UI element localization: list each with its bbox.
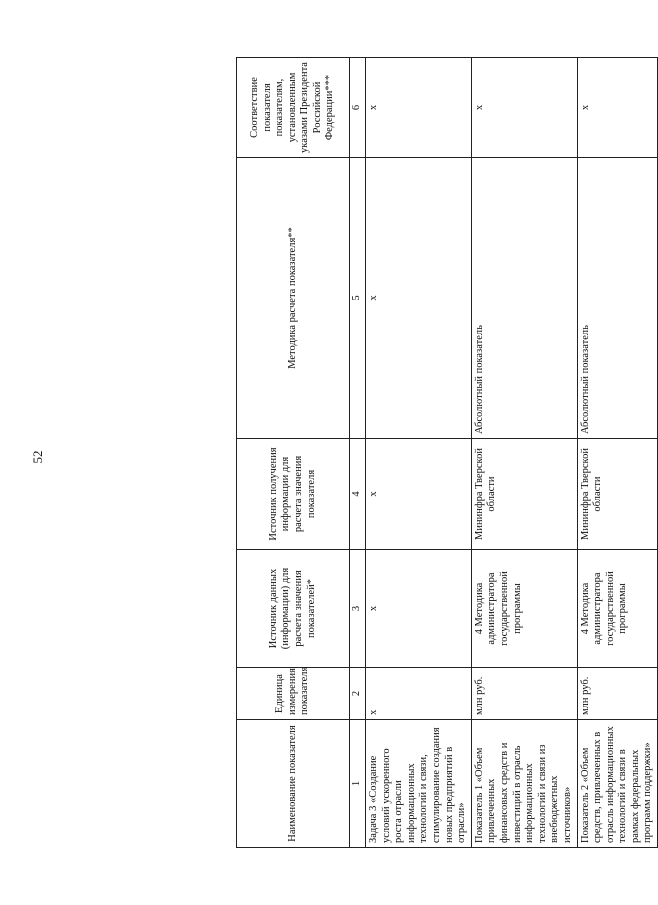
- row-method-cell: x: [366, 158, 472, 439]
- row-source-data-cell: 4 Методика администратора государственной программы: [577, 550, 658, 668]
- header-cell-source-data: Источник данных (информации) для расчета значения показателей*: [237, 550, 350, 668]
- header-cell-compliance: Соответствие показателя показателям, установленным указами Президента Российской Федерации***: [237, 58, 350, 158]
- row-source-info-cell: Мининфра Тверской области: [471, 439, 577, 550]
- row-unit-cell: млн руб.: [577, 668, 658, 720]
- row-name-cell: Показатель 1 «Объем привлеченных финансовых средств и инвестиций в отрасль информационных технологий и связи из внебюджетных источников»: [471, 720, 577, 848]
- row-source-data-cell: x: [366, 550, 472, 668]
- column-number: 2: [350, 668, 366, 720]
- table-row: [471, 58, 577, 848]
- row-compliance-cell: x: [577, 58, 658, 158]
- row-unit-cell: млн руб.: [471, 668, 577, 720]
- table-header-row: [237, 58, 350, 848]
- row-name-cell: Показатель 2 «Объем средств, привлеченных в отрасль информационных технологий и связи в рамках федеральных программ поддержки»: [577, 720, 658, 848]
- header-cell-unit: Единица измерения показателя: [237, 668, 350, 720]
- table-row: [577, 58, 658, 848]
- row-compliance-cell: x: [471, 58, 577, 158]
- header-cell-source-info: Источник получения информации для расчета значения показателя: [237, 439, 350, 550]
- header-cell-name: Наименование показателя: [237, 720, 350, 848]
- row-source-info-cell: x: [366, 439, 472, 550]
- row-method-cell: Абсолютный показатель: [471, 158, 577, 439]
- column-number: 3: [350, 550, 366, 668]
- column-number-row: [350, 58, 366, 848]
- indicators-table: [236, 57, 658, 848]
- row-method-cell: Абсолютный показатель: [577, 158, 658, 439]
- row-compliance-cell: x: [366, 58, 472, 158]
- column-number: 4: [350, 439, 366, 550]
- indicators-table-wrapper: [236, 58, 654, 848]
- header-cell-method: Методика расчета показателя**: [237, 158, 350, 439]
- table-row: [366, 58, 472, 848]
- row-source-data-cell: 4 Методика администратора государственной программы: [471, 550, 577, 668]
- row-source-info-cell: Мининфра Тверской области: [577, 439, 658, 550]
- column-number: 1: [350, 720, 366, 848]
- column-number: 6: [350, 58, 366, 158]
- page-number: 52: [30, 450, 45, 464]
- row-unit-cell: x: [366, 668, 472, 720]
- row-name-cell: Задача 3 «Создание условий ускоренного роста отрасли информационных технологий и связи, стимулирование создания новых предприятий в отрасли»: [366, 720, 472, 848]
- column-number: 5: [350, 158, 366, 439]
